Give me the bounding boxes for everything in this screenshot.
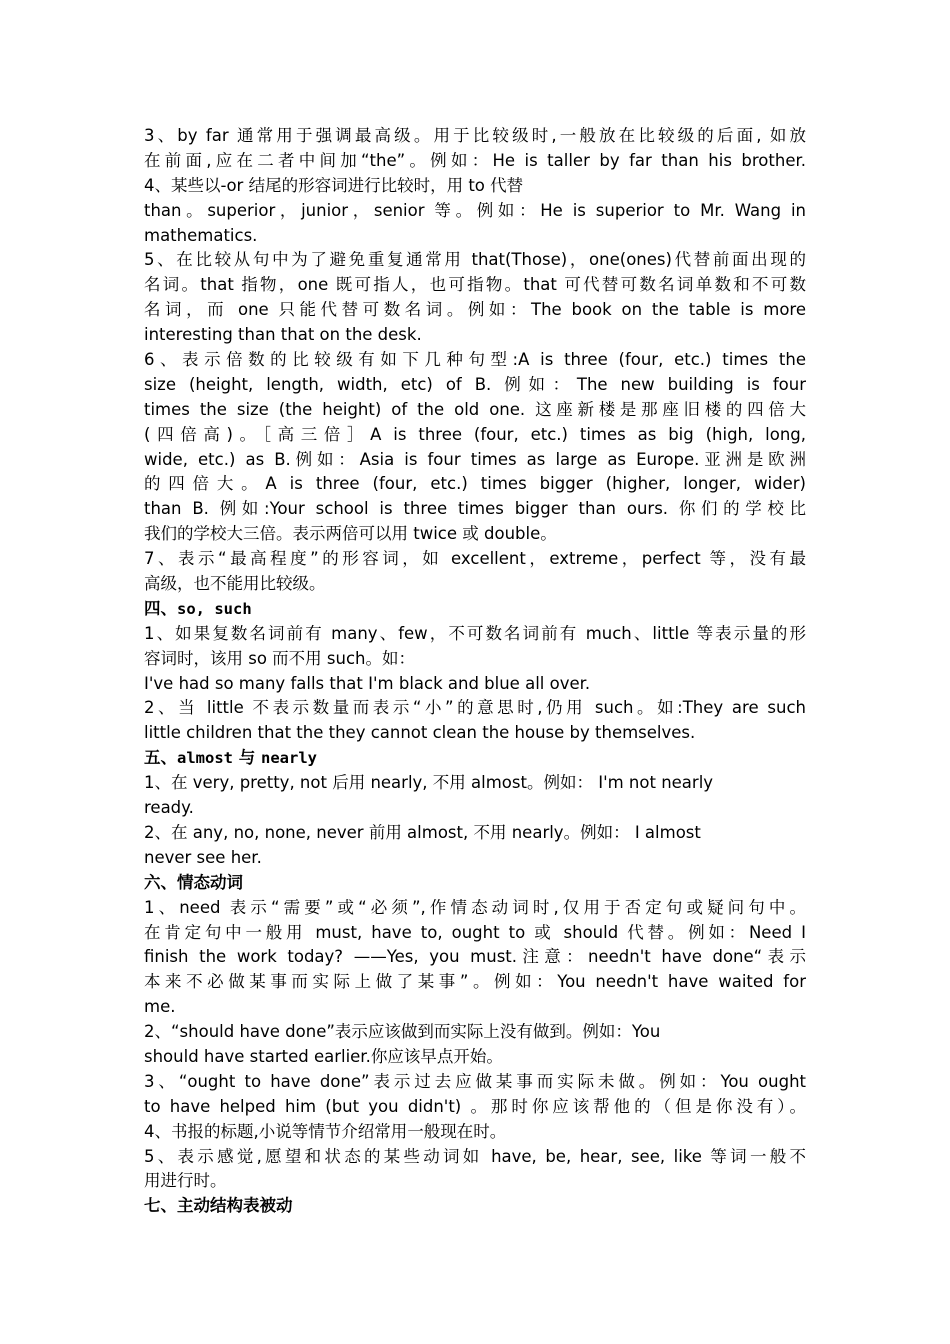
text-line: (四倍高)。［高三倍］A is three (four, etc.) times as big (high, long, [144, 424, 806, 444]
heading-word-almost: almost [177, 749, 233, 768]
text-line: finish the work today? ——Yes, you must.注意：needn't have done“表示 [144, 947, 806, 967]
text-line: 用进行时。 [144, 1171, 227, 1191]
text-line: 5、在比较从句中为了避免重复通常用 that(Those)，one(ones)代替前面出现的 [144, 250, 806, 270]
text-line: 名词，而 one 只能代替可数名词。例如：The book on the table is more [144, 300, 806, 320]
text-line: 1、need 表示“需要”或“必须”,作情态动词时,仅用于否定句或疑问句中。 [144, 897, 806, 917]
text-line: 本来不必做某事而实际上做了某事”。例如：You needn't have waited for [144, 972, 806, 992]
text-line: me. [144, 997, 176, 1017]
text-line: size (height, length, width, etc) of B. 例如：The new building is four [144, 374, 806, 394]
text-line: 在前面,应在二者中间加“the”。例如：He is taller by far than his brother. [144, 150, 806, 170]
text-line: never see her. [144, 847, 262, 867]
text-line: wide, etc.) as B.例如：Asia is four times as large as Europe.亚洲是欧洲 [144, 449, 806, 469]
text-line: 在肯定句中一般用 must, have to, ought to 或 should 代替。例如：Need I [144, 922, 806, 942]
text-line: 容词时，该用 so 而不用 such。如： [144, 648, 416, 668]
text-line: I've had so many falls that I'm black and blue all over. [144, 673, 591, 693]
heading-terms: so, such [177, 599, 252, 618]
text-line: should have started earlier.你应该早点开始。 [144, 1046, 503, 1066]
section-heading-active-passive: 七、主动结构表被动 [144, 1196, 293, 1216]
heading-word-nearly: nearly [261, 749, 317, 768]
text-line: 的四倍大。A is three (four, etc.) times bigger (higher, longer, wider) [144, 474, 806, 494]
text-line: 2、“should have done”表示应该做到而实际上没有做到。例如：You [144, 1022, 661, 1042]
text-line: 1、在 very, pretty, not 后用 nearly, 不用 almost。例如： I'm not nearly [144, 773, 714, 793]
section-heading-almost-nearly [144, 746, 806, 771]
text-line: 4、书报的标题,小说等情节介绍常用一般现在时。 [144, 1121, 507, 1141]
text-line: 3、“ought to have done”表示过去应做某事而实际未做。例如：You ought [144, 1071, 806, 1091]
text-line: ready. [144, 798, 194, 818]
text-line: 2、当 little 不表示数量而表示“小”的意思时,仍用 such。如:They are such [144, 698, 806, 718]
heading-number: 五、 [144, 748, 177, 768]
text-line: to have helped him (but you didn't) 。那时你应该帮他的（但是你没有）。 [144, 1096, 806, 1116]
document-page [144, 124, 806, 1219]
text-line: 5、表示感觉,愿望和状态的某些动词如 have, be, hear, see, like 等词一般不 [144, 1146, 806, 1166]
text-line: times the size (the height) of the old one. 这座新楼是那座旧楼的四倍大 [144, 399, 806, 419]
heading-number: 四、 [144, 598, 177, 618]
text-line: 6、表示倍数的比较级有如下几种句型:A is three (four, etc.) times the [144, 350, 806, 370]
text-line: 1、如果复数名词前有 many、few，不可数名词前有 much、little 等表示量的形 [144, 623, 806, 643]
text-line: 2、在 any, no, none, never 前用 almost, 不用 nearly。例如： I almost [144, 822, 701, 842]
section-heading-so-such [144, 597, 806, 622]
heading-join: 与 [233, 748, 261, 768]
text-line: interesting than that on the desk. [144, 325, 422, 345]
text-line: 名词。that 指物，one 既可指人，也可指物。that 可代替可数名词单数和不可数 [144, 275, 806, 295]
text-line: little children that the they cannot clean the house by themselves. [144, 723, 696, 743]
text-line: than B. 例如:Your school is three times bigger than ours. 你们的学校比 [144, 499, 806, 519]
text-line: 4、某些以-or 结尾的形容词进行比较时，用 to 代替 [144, 175, 524, 195]
text-line: 我们的学校大三倍。表示两倍可以用 twice 或 double。 [144, 524, 557, 544]
text-line: 3、by far 通常用于强调最高级。用于比较级时,一般放在比较级的后面, 如放 [144, 126, 806, 145]
text-line: mathematics. [144, 225, 258, 245]
text-line: than。superior，junior，senior 等。例如：He is superior to Mr. Wang in [144, 200, 806, 220]
text-line: 7、表示“最高程度”的形容词，如 excellent，extreme，perfect 等，没有最 [144, 549, 806, 569]
section-heading-modal-verbs: 六、情态动词 [144, 872, 243, 892]
text-line: 高级，也不能用比较级。 [144, 574, 326, 594]
